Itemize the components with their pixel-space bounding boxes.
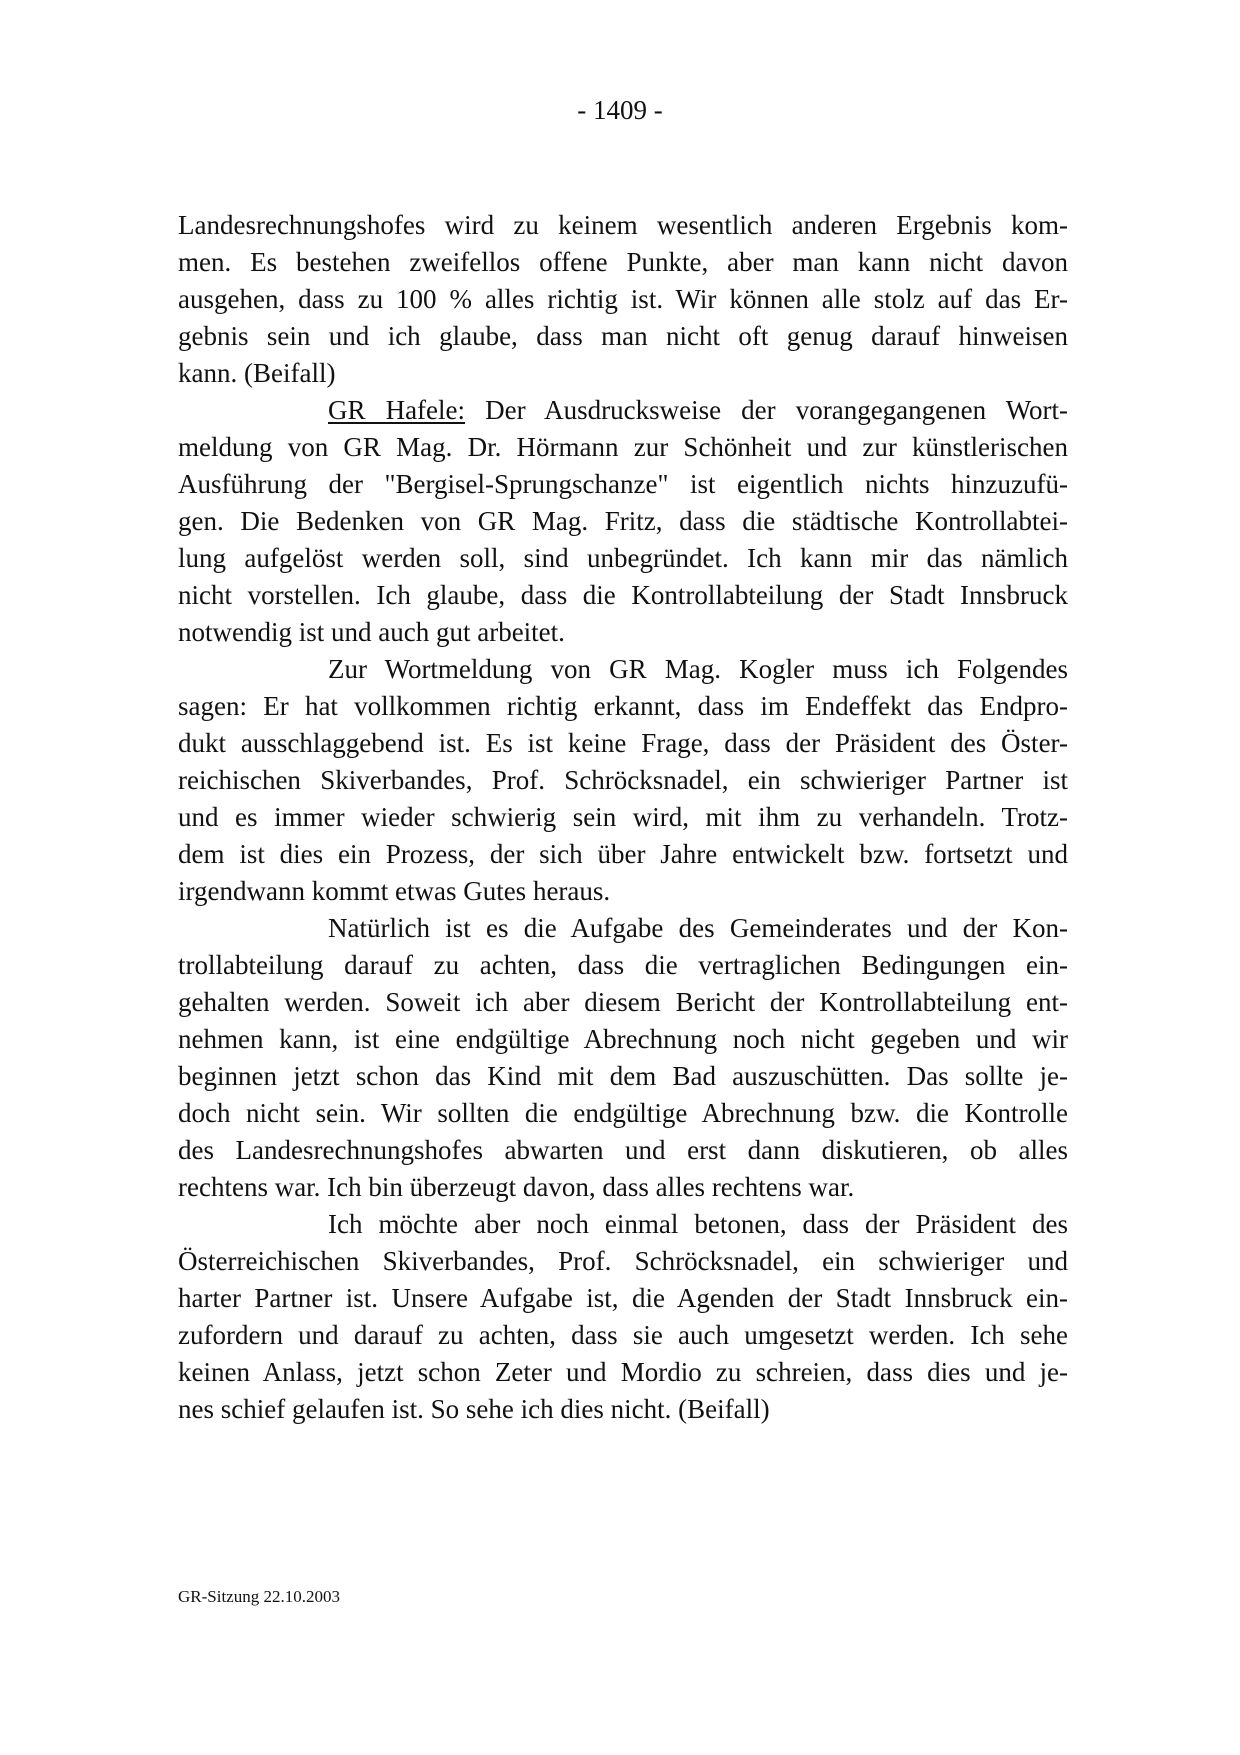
text-line: kann. (Beifall)	[178, 358, 336, 388]
text-line: sagen: Er hat vollkommen richtig erkannt, dass im Endeffekt das Endpro-	[178, 691, 1068, 721]
text-line: Natürlich ist es die Aufgabe des Gemeinderates und der Kon-	[328, 913, 1068, 943]
text-line: nes schief gelaufen ist. So sehe ich dies nicht. (Beifall)	[178, 1394, 770, 1424]
text-line: reichischen Skiverbandes, Prof. Schröcksnadel, ein schwieriger Partner ist	[178, 765, 1068, 795]
text-line: gen. Die Bedenken von GR Mag. Fritz, dass die städtische Kontrollabtei-	[178, 506, 1068, 536]
text-line: harter Partner ist. Unsere Aufgabe ist, die Agenden der Stadt Innsbruck ein-	[178, 1283, 1068, 1313]
text-line: lung aufgelöst werden soll, sind unbegründet. Ich kann mir das nämlich	[178, 543, 1068, 573]
text-line: beginnen jetzt schon das Kind mit dem Bad auszuschütten. Das sollte je-	[178, 1061, 1068, 1091]
text-line: men. Es bestehen zweifellos offene Punkte, aber man kann nicht davon	[178, 247, 1068, 277]
text-line: notwendig ist und auch gut arbeitet.	[178, 617, 565, 647]
text-line: keinen Anlass, jetzt schon Zeter und Mordio zu schreien, dass dies und je-	[178, 1357, 1068, 1387]
text-line: Landesrechnungshofes wird zu keinem wesentlich anderen Ergebnis kom-	[178, 210, 1068, 240]
text-line: irgendwann kommt etwas Gutes heraus.	[178, 876, 611, 906]
footer-session-date: GR-Sitzung 22.10.2003	[178, 1587, 340, 1606]
text-line: rechtens war. Ich bin überzeugt davon, dass alles rechtens war.	[178, 1172, 855, 1202]
text-line: gehalten werden. Soweit ich aber diesem Bericht der Kontrollabteilung ent-	[178, 987, 1068, 1017]
text-line: doch nicht sein. Wir sollten die endgültige Abrechnung bzw. die Kontrolle	[178, 1098, 1068, 1128]
text-line: gebnis sein und ich glaube, dass man nicht oft genug darauf hinweisen	[178, 321, 1068, 351]
text-line: Ausführung der "Bergisel-Sprungschanze" ist eigentlich nichts hinzuzufü-	[178, 469, 1068, 499]
text-line: des Landesrechnungshofes abwarten und erst dann diskutieren, ob alles	[178, 1135, 1068, 1165]
body-text	[178, 207, 1068, 1428]
speaker-line-rest: Der Ausdrucksweise der vorangegangenen Wort-	[465, 395, 1069, 425]
text-line: nicht vorstellen. Ich glaube, dass die Kontrollabteilung der Stadt Innsbruck	[178, 580, 1068, 610]
text-line: dukt ausschlaggebend ist. Es ist keine Frage, dass der Präsident des Öster-	[178, 728, 1068, 758]
paragraph	[178, 910, 1068, 1206]
speaker-name: GR Hafele:	[328, 395, 466, 425]
text-line: meldung von GR Mag. Dr. Hörmann zur Schönheit und zur künstlerischen	[178, 432, 1068, 462]
text-line: trollabteilung darauf zu achten, dass die vertraglichen Bedingungen ein-	[178, 950, 1068, 980]
text-line: nehmen kann, ist eine endgültige Abrechnung noch nicht gegeben und wir	[178, 1024, 1068, 1054]
text-line: dem ist dies ein Prozess, der sich über Jahre entwickelt bzw. fortsetzt und	[178, 839, 1068, 869]
page-number: - 1409 -	[577, 95, 663, 125]
paragraph	[178, 651, 1068, 910]
text-line: ausgehen, dass zu 100 % alles richtig ist. Wir können alle stolz auf das Er-	[178, 284, 1068, 314]
paragraph	[178, 392, 1068, 651]
text-line: und es immer wieder schwierig sein wird, mit ihm zu verhandeln. Trotz-	[178, 802, 1068, 832]
text-line: Ich möchte aber noch einmal betonen, dass der Präsident des	[328, 1209, 1068, 1239]
paragraph	[178, 1206, 1068, 1428]
text-line	[178, 392, 1068, 429]
paragraph	[178, 207, 1068, 392]
text-line: Österreichischen Skiverbandes, Prof. Schröcksnadel, ein schwieriger und	[178, 1246, 1068, 1276]
text-line: zufordern und darauf zu achten, dass sie auch umgesetzt werden. Ich sehe	[178, 1320, 1068, 1350]
text-line: Zur Wortmeldung von GR Mag. Kogler muss ich Folgendes	[328, 654, 1068, 684]
